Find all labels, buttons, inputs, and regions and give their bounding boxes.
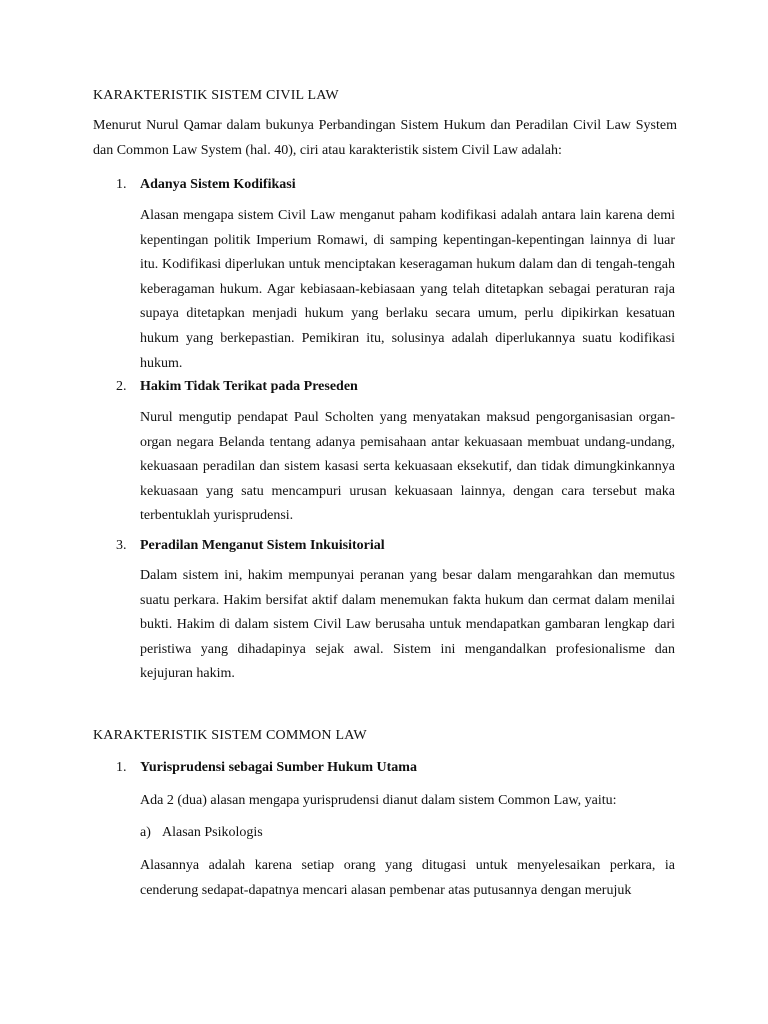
item-title-yurisprudensi: Yurisprudensi sebagai Sumber Hukum Utama: [140, 760, 417, 775]
heading-common-law: KARAKTERISTIK SISTEM COMMON LAW: [93, 728, 367, 743]
sub-item-title: Alasan Psikologis: [162, 825, 263, 840]
item-title-preseden: Hakim Tidak Terikat pada Preseden: [140, 379, 358, 394]
item-number: 1.: [116, 177, 127, 192]
item-title-inkuisitorial: Peradilan Menganut Sistem Inkuisitorial: [140, 538, 385, 553]
item-number: 3.: [116, 538, 127, 553]
paragraph-inkuisitorial: Dalam sistem ini, hakim mempunyai peranan yang besar dalam mengarahkan dan memutus suatu perkara. Hakim bersifat aktif dalam menemukan fakta hukum dan cermat dalam menilai bukti. Hakim di dalam sistem Civil Law berusaha untuk mendapatkan gambaran lengkap dari peristiwa yang dihadapinya sejak awal. Sistem ini mengandalkan profesionalisme dan kejujuran hakim.: [140, 568, 675, 682]
paragraph-yurisprudensi: Ada 2 (dua) alasan mengapa yurisprudensi dianut dalam sistem Common Law, yaitu:: [140, 793, 617, 808]
paragraph-kodifikasi: Alasan mengapa sistem Civil Law menganut paham kodifikasi adalah antara lain karena demi kepentingan politik Imperium Romawi, di samping kepentingan-kepentingan lainnya di luar itu. Kodifikasi diperlukan untuk menciptakan keseragaman hukum dalam dan di tengah-tengah keberagaman hukum. Agar kebiasaan-kebiasaan yang telah ditetapkan sebagai peraturan raja supaya ditetapkan menjadi hukum yang berlaku secara umum, perlu dipikirkan kesatuan hukum yang berkepastian. Pemikiran itu, solusinya adalah diperlukannya suatu kodifikasi hukum.: [140, 208, 675, 371]
item-title-kodifikasi: Adanya Sistem Kodifikasi: [140, 177, 296, 192]
intro-paragraph: Menurut Nurul Qamar dalam bukunya Perbandingan Sistem Hukum dan Peradilan Civil Law System dan Common Law System (hal. 40), ciri atau karakteristik sistem Civil Law adalah:: [93, 118, 677, 158]
heading-civil-law: KARAKTERISTIK SISTEM CIVIL LAW: [93, 88, 339, 103]
item-number: 2.: [116, 379, 127, 394]
item-number: 1.: [116, 760, 127, 775]
paragraph-preseden: Nurul mengutip pendapat Paul Scholten yang menyatakan maksud pengorganisasian organ-organ negara Belanda tentang adanya pemisahaan antar kekuasaan membuat undang-undang, kekuasaan peradilan dan sistem kasasi serta kekuasaan eksekutif, dan tidak dimungkinkannya kekuasaan yang satu mencampuri urusan kekuasaan lainnya, dengan cara tersebut maka terbentuklah yurisprudensi.: [140, 410, 675, 524]
sub-item-label: a): [140, 825, 151, 840]
paragraph-psikologis: Alasannya adalah karena setiap orang yang ditugasi untuk menyelesaikan perkara, ia cenderung sedapat-dapatnya mencari alasan pembenar atas putusannya dengan merujuk: [140, 858, 675, 898]
